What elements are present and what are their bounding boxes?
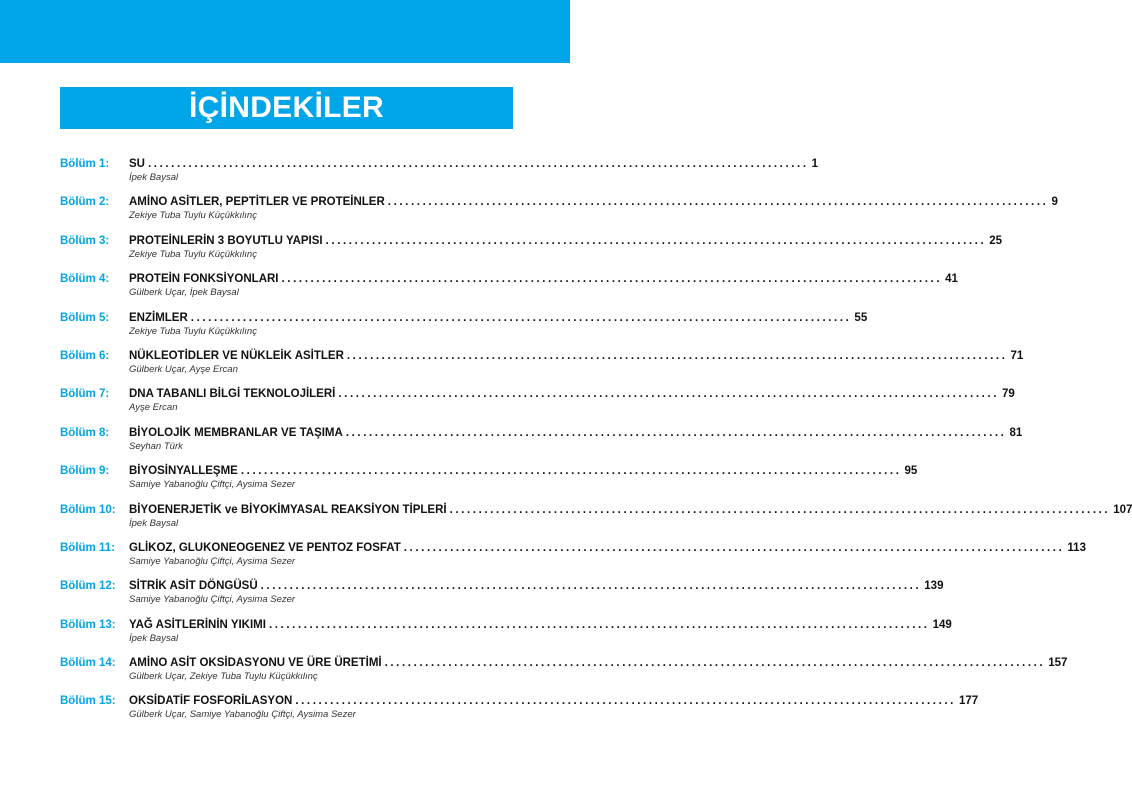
chapter-line: [129, 579, 944, 593]
chapter-authors: Zekiye Tuba Tuylu Küçükkılınç: [129, 325, 257, 337]
chapter-label: Bölüm 6:: [60, 349, 110, 362]
toc-entry[interactable]: [60, 349, 1024, 387]
page-number: 139: [924, 580, 944, 593]
toc-entry[interactable]: [60, 464, 918, 502]
chapter-line: [129, 272, 958, 286]
toc-entry[interactable]: [60, 579, 944, 617]
chapter-line: [129, 694, 979, 708]
chapter-line: [129, 157, 819, 171]
dot-leader: ..................................................................................................................: [281, 273, 943, 286]
dot-leader: ..................................................................................................................: [260, 580, 922, 593]
chapter-title: AMİNO ASİTLER, PEPTİTLER VE PROTEİNLER: [129, 196, 385, 209]
chapter-line: [129, 234, 1003, 248]
toc-entry[interactable]: [60, 618, 952, 656]
chapter-title: BİYOSİNYALLEŞME: [129, 465, 238, 478]
dot-leader: ..................................................................................................................: [346, 349, 1008, 362]
toc-entry[interactable]: [60, 157, 819, 195]
chapter-line: [129, 195, 1058, 209]
chapter-line: [129, 618, 952, 632]
page-number: 55: [854, 311, 868, 324]
chapter-authors: Ayşe Ercan: [129, 402, 178, 414]
header-band: [0, 0, 570, 63]
chapter-label: Bölüm 15:: [60, 695, 116, 708]
chapter-title: DNA TABANLI BİLGİ TEKNOLOJİLERİ: [129, 388, 336, 401]
chapter-authors: Seyhan Türk: [129, 440, 183, 452]
dot-leader: ..................................................................................................................: [325, 234, 987, 247]
chapter-authors: Samiye Yabanoğlu Çiftçi, Aysima Sezer: [129, 555, 296, 567]
chapter-line: [129, 387, 1015, 401]
page-number: 149: [932, 618, 952, 631]
dot-leader: ..................................................................................................................: [268, 618, 930, 631]
title-banner: [60, 87, 513, 129]
page-number: 177: [958, 695, 979, 708]
chapter-title: SU: [129, 158, 145, 170]
toc-entry[interactable]: [60, 234, 1003, 272]
page-number: 25: [989, 234, 1003, 247]
dot-leader: ..................................................................................................................: [384, 657, 1046, 670]
chapter-line: [129, 426, 1023, 440]
table-of-contents: [60, 157, 1132, 733]
chapter-title: AMİNO ASİT OKSİDASYONU VE ÜRE ÜRETİMİ: [129, 657, 382, 670]
dot-leader: ..................................................................................................................: [403, 541, 1065, 554]
chapter-title: PROTEİNLERİN 3 BOYUTLU YAPISI: [129, 234, 323, 247]
chapter-authors: İpek Baysal: [129, 632, 179, 644]
chapter-label: Bölüm 1:: [60, 158, 110, 170]
chapter-title: SİTRİK ASİT DÖNGÜSÜ: [129, 580, 258, 593]
chapter-authors: Samiye Yabanoğlu Çiftçi, Aysima Sezer: [129, 594, 296, 606]
chapter-authors: Gülberk Uçar, Ayşe Ercan: [129, 363, 238, 375]
chapter-title: BİYOENERJETİK ve BİYOKİMYASAL REAKSİYON TİPLERİ: [129, 503, 447, 516]
chapter-authors: Gülberk Uçar, Zekiye Tuba Tuylu Küçükkılınç: [129, 671, 318, 683]
chapter-label: Bölüm 13:: [60, 618, 116, 631]
chapter-title: YAĞ ASİTLERİNİN YIKIMI: [129, 618, 266, 631]
toc-entry[interactable]: [60, 272, 958, 310]
chapter-title: GLİKOZ, GLUKONEOGENEZ VE PENTOZ FOSFAT: [129, 541, 401, 554]
toc-entry[interactable]: [60, 503, 1132, 541]
chapter-label: Bölüm 4:: [60, 273, 110, 286]
chapter-title: OKSİDATİF FOSFORİLASYON: [129, 695, 293, 708]
page-title: İÇİNDEKİLER: [189, 91, 384, 124]
chapter-label: Bölüm 7:: [60, 388, 110, 401]
page-number: 9: [1051, 196, 1058, 209]
page-number: 107: [1113, 503, 1132, 516]
chapter-authors: İpek Baysal: [129, 172, 179, 183]
chapter-authors: Gülberk Uçar, İpek Baysal: [129, 287, 239, 299]
dot-leader: ..................................................................................................................: [449, 503, 1111, 516]
page-number: 41: [945, 273, 958, 286]
chapter-label: Bölüm 14:: [60, 657, 116, 670]
chapter-title: ENZİMLER: [129, 311, 188, 324]
dot-leader: ..................................................................................................................: [338, 388, 999, 401]
page-number: 113: [1067, 541, 1086, 554]
chapter-line: [129, 503, 1132, 517]
chapter-line: [129, 541, 1086, 555]
toc-entry[interactable]: [60, 541, 1086, 579]
chapter-authors: Zekiye Tuba Tuylu Küçükkılınç: [129, 210, 257, 222]
page-number: 157: [1048, 657, 1068, 670]
page-number: 79: [1002, 388, 1015, 401]
chapter-authors: Zekiye Tuba Tuylu Küçükkılınç: [129, 248, 257, 260]
chapter-title: BİYOLOJİK MEMBRANLAR VE TAŞIMA: [129, 426, 343, 439]
page-number: 95: [904, 465, 918, 478]
chapter-line: [129, 656, 1068, 670]
toc-entry[interactable]: [60, 195, 1058, 233]
chapter-line: [129, 311, 868, 325]
chapter-title: NÜKLEOTİDLER VE NÜKLEİK ASİTLER: [129, 349, 344, 362]
toc-entry[interactable]: [60, 656, 1068, 694]
chapter-line: [129, 349, 1024, 363]
dot-leader: ..................................................................................................................: [147, 158, 809, 170]
dot-leader: ..................................................................................................................: [387, 196, 1049, 209]
toc-entry[interactable]: [60, 426, 1023, 464]
chapter-authors: Samiye Yabanoğlu Çiftçi, Aysima Sezer: [129, 479, 296, 491]
chapter-authors: Gülberk Uçar, Samiye Yabanoğlu Çiftçi, Aysima Sezer: [129, 709, 356, 721]
chapter-authors: İpek Baysal: [129, 517, 179, 529]
chapter-label: Bölüm 10:: [60, 503, 116, 516]
dot-leader: ..................................................................................................................: [190, 311, 852, 324]
chapter-label: Bölüm 2:: [60, 196, 110, 209]
dot-leader: ..................................................................................................................: [295, 695, 956, 708]
chapter-label: Bölüm 11:: [60, 541, 115, 554]
dot-leader: ..................................................................................................................: [240, 465, 902, 478]
chapter-label: Bölüm 8:: [60, 426, 110, 439]
chapter-title: PROTEİN FONKSİYONLARI: [129, 273, 279, 286]
page-number: 1: [811, 158, 819, 170]
chapter-label: Bölüm 9:: [60, 465, 110, 478]
chapter-label: Bölüm 5:: [60, 311, 110, 324]
toc-entry[interactable]: [60, 311, 868, 349]
chapter-label: Bölüm 3:: [60, 234, 110, 247]
page-number: 71: [1010, 349, 1024, 362]
chapter-label: Bölüm 12:: [60, 580, 116, 593]
chapter-line: [129, 464, 918, 478]
toc-entry[interactable]: [60, 694, 979, 732]
dot-leader: ..................................................................................................................: [345, 426, 1007, 439]
toc-entry[interactable]: [60, 387, 1015, 425]
page-number: 81: [1009, 426, 1023, 439]
